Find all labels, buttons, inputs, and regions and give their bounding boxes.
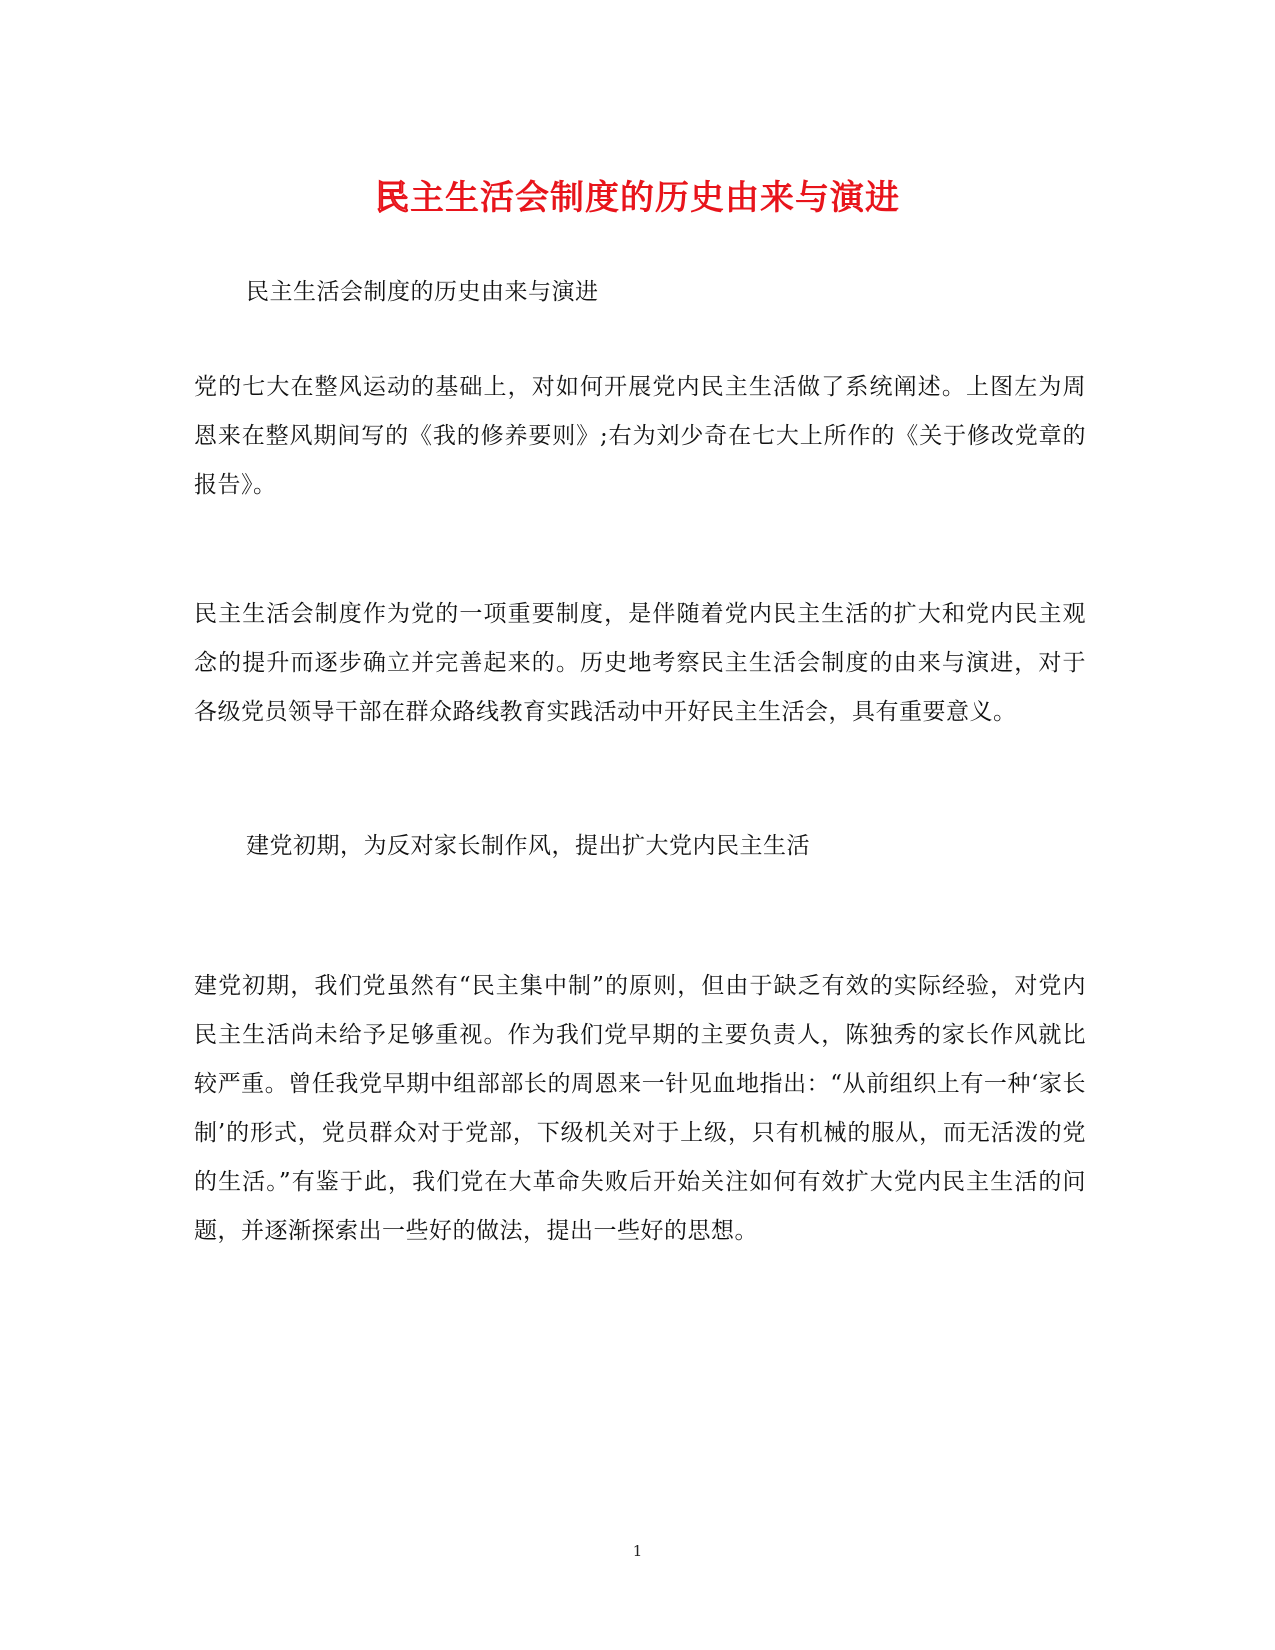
paragraph-2: 民主生活会制度作为党的一项重要制度，是伴随着党内民主生活的扩大和党内民主观念的提升而逐步确立并完善起来的。历史地考察民主生活会制度的由来与演进，对于各级党员领导干部在群众路线教育实践活动中开好民主生活会，具有重要意义。	[194, 601, 1086, 725]
title-rest: 主生活会制度的历史由来与演进	[410, 178, 900, 218]
paragraph-3-block	[194, 962, 1086, 1256]
section-heading-block	[194, 822, 1086, 871]
paragraph-1: 党的七大在整风运动的基础上，对如何开展党内民主生活做了系统阐述。上图左为周恩来在整风期间写的《我的修养要则》;右为刘少奇在七大上所作的《关于修改党章的报告》。	[194, 374, 1086, 498]
subtitle-block	[194, 268, 1086, 317]
title-first-char: 民	[375, 178, 410, 218]
document-title	[0, 176, 1275, 220]
subtitle: 民主生活会制度的历史由来与演进	[246, 279, 599, 305]
paragraph-1-block	[194, 363, 1086, 510]
section-heading: 建党初期，为反对家长制作风，提出扩大党内民主生活	[246, 833, 810, 859]
page-number: 1	[632, 1542, 643, 1560]
paragraph-3: 建党初期，我们党虽然有“民主集中制”的原则，但由于缺乏有效的实际经验，对党内民主生活尚未给予足够重视。作为我们党早期的主要负责人，陈独秀的家长作风就比较严重。曾任我党早期中组部部长的周恩来一针见血地指出：“从前组织上有一种‘家长制’的形式，党员群众对于党部，下级机关对于上级，只有机械的服从，而无活泼的党的生活。”有鉴于此，我们党在大革命失败后开始关注如何有效扩大党内民主生活的问题，并逐渐探索出一些好的做法，提出一些好的思想。	[194, 973, 1086, 1244]
paragraph-2-block	[194, 590, 1086, 737]
